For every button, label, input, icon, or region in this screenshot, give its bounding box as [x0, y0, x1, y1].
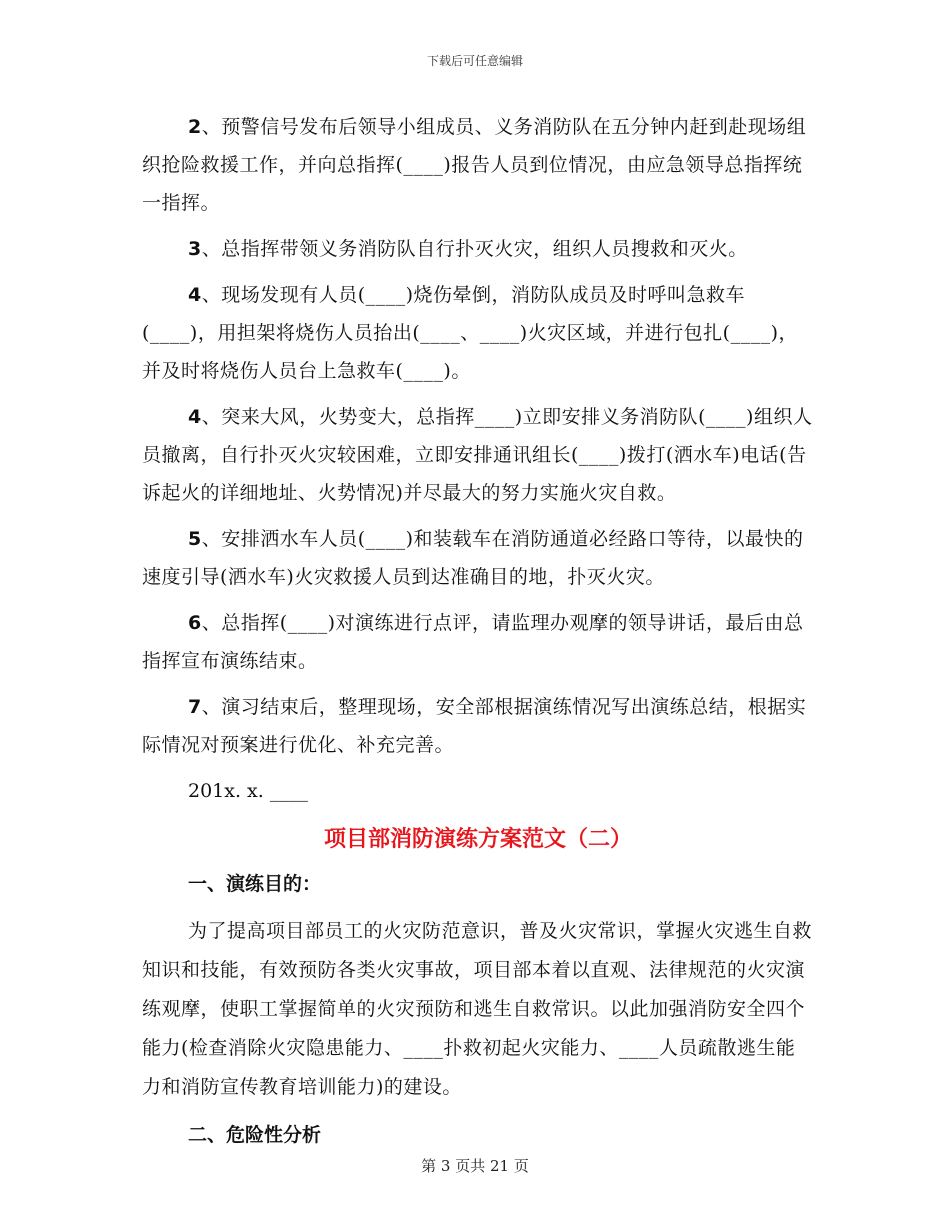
item-text: 、安排洒水车人员(____)和装载车在消防通道必经路口等待，以最快的速度引导(洒水车)火灾救援人员到达准确目的地，扑灭火灾。	[142, 528, 804, 588]
item-number: 2	[188, 116, 202, 138]
item-number: 7	[188, 696, 202, 718]
list-item	[142, 398, 814, 512]
list-item	[142, 520, 814, 596]
list-item	[142, 688, 814, 764]
item-number: 6	[188, 612, 202, 634]
section-body-purpose: 为了提高项目部员工的火灾防范意识，普及火灾常识，掌握火灾逃生自救知识和技能，有效预防各类火灾事故，项目部本着以直观、法律规范的火灾演练观摩，使职工掌握简单的火灾预防和逃生自救常识。以此加强消防安全四个能力(检查消除火灾隐患能力、____扑救初起火灾能力、____人员疏散逃生能力和消防宣传教育培训能力)的建设。	[142, 920, 813, 1098]
section-heading-risk: 二、危险性分析	[188, 1124, 322, 1146]
list-item	[142, 108, 814, 222]
item-number: 4	[188, 284, 202, 306]
item-text: 、总指挥(____)对演练进行点评，请监理办观摩的领导讲话，最后由总指挥宣布演练结束。	[142, 612, 804, 672]
item-text: 、总指挥带领义务消防队自行扑灭火灾，组织人员搜救和灭火。	[201, 238, 748, 260]
item-number: 3	[188, 238, 202, 260]
list-item	[142, 276, 814, 390]
item-number: 5	[188, 528, 202, 550]
section-title: 项目部消防演练方案范文（二）	[323, 827, 632, 852]
item-number: 4	[188, 406, 202, 428]
document-body	[142, 108, 814, 1163]
section-heading-purpose: 一、演练目的：	[188, 873, 322, 895]
list-item	[142, 604, 814, 680]
document-date: 201x. x. ____	[188, 780, 308, 802]
list-item	[142, 230, 814, 268]
item-text: 、预警信号发布后领导小组成员、义务消防队在五分钟内赶到赴现场组织抢险救援工作，并向总指挥(____)报告人员到位情况，由应急领导总指挥统一指挥。	[142, 116, 807, 214]
item-text: 、现场发现有人员(____)烧伤晕倒，消防队成员及时呼叫急救车(____)，用担架将烧伤人员抬出(____、____)火灾区域，并进行包扎(____)，并及时将烧伤人员台上急救车(____)。	[142, 284, 798, 382]
page-footer: 第 3 页共 21 页	[421, 1157, 529, 1175]
page-header: 下载后可任意编辑	[426, 54, 523, 68]
item-text: 、突来大风，火势变大，总指挥____)立即安排义务消防队(____)组织人员撤离，自行扑灭火灾较困难，立即安排通讯组长(____)拨打(洒水车)电话(告诉起火的详细地址、火势情况)并尽最大的努力实施火灾自救。	[142, 406, 813, 504]
item-text: 、演习结束后，整理现场，安全部根据演练情况写出演练总结，根据实际情况对预案进行优化、补充完善。	[142, 696, 807, 756]
